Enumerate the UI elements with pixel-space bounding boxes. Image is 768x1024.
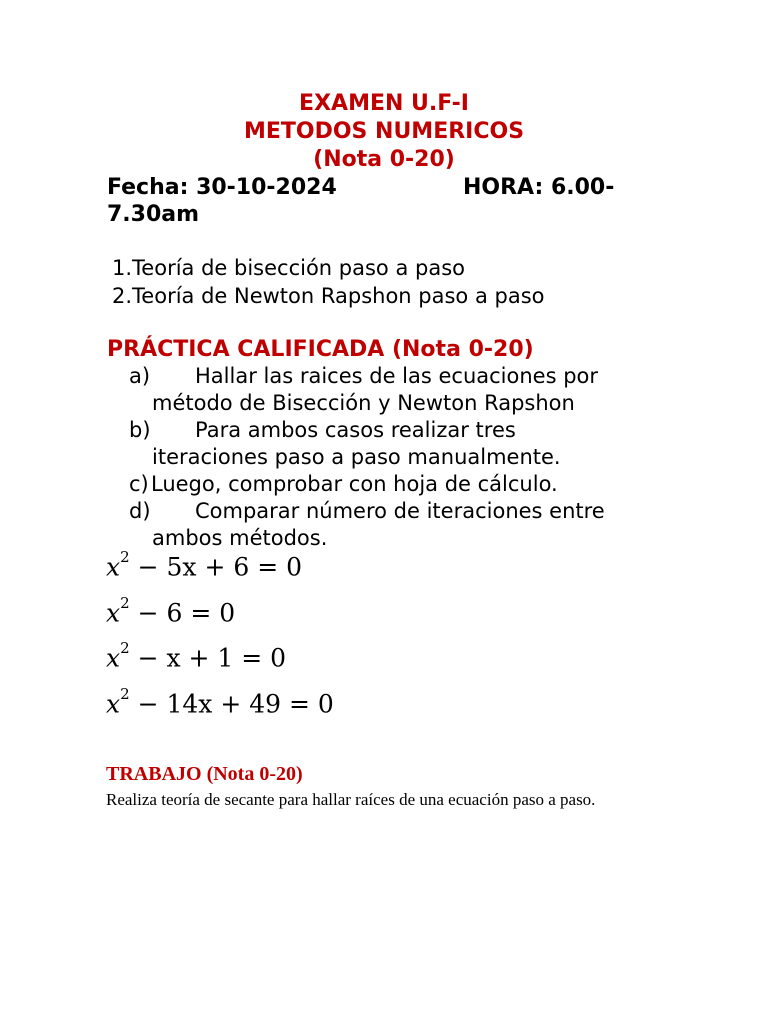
practice-text: Hallar las raices de las ecuaciones por (195, 364, 599, 388)
theory-item: 1.Teoría de bisección paso a paso (112, 256, 465, 280)
practice-text: Comparar número de iteraciones entre (195, 499, 605, 523)
practice-text-continued: ambos métodos. (152, 526, 328, 550)
practice-marker: a) (129, 364, 151, 388)
theory-item: 2.Teoría de Newton Rapshon paso a paso (112, 284, 545, 308)
equation-variable: x (106, 643, 121, 673)
practice-marker: b) (129, 418, 151, 442)
equation-rest: − 5x + 6 = 0 (129, 552, 302, 582)
equation-rest: − 14x + 49 = 0 (129, 689, 334, 719)
practice-item-a (129, 363, 605, 417)
assignment-text: Realiza teoría de secante para hallar raíces de una ecuación paso a paso. (106, 790, 596, 809)
exam-date: Fecha: 30-10-2024 (107, 175, 337, 200)
course-title: METODOS NUMERICOS (243, 119, 525, 144)
practice-text: Para ambos casos realizar tres (195, 418, 516, 442)
equation-rest: − 6 = 0 (129, 598, 236, 628)
equation-rest: − x + 1 = 0 (129, 643, 287, 673)
grade-range: (Nota 0-20) (313, 147, 455, 172)
equation-exponent: 2 (120, 685, 130, 703)
exam-title: EXAMEN U.F-I (299, 91, 469, 116)
equation-exponent: 2 (120, 639, 130, 657)
exam-time-continued: 7.30am (107, 202, 200, 227)
equation-exponent: 2 (120, 594, 130, 612)
exam-time: HORA: 6.00- (463, 175, 615, 200)
practice-item-b (129, 417, 605, 471)
practice-text-continued: iteraciones paso a paso manualmente. (152, 445, 561, 469)
equation-exponent: 2 (120, 548, 130, 566)
practice-item-c (129, 471, 605, 498)
equation-variable: x (106, 689, 121, 719)
theory-list (112, 254, 544, 310)
equation-4 (106, 685, 334, 719)
equation-1 (106, 548, 302, 582)
equation-3 (106, 639, 287, 673)
assignment-title: TRABAJO (Nota 0-20) (106, 763, 303, 785)
practice-marker: c) (129, 472, 149, 496)
practice-text-continued: método de Bisección y Newton Rapshon (152, 391, 575, 415)
exam-title-block (0, 90, 768, 174)
equation-2 (106, 594, 236, 628)
practice-text: Luego, comprobar con hoja de cálculo. (151, 472, 558, 496)
equation-variable: x (106, 552, 121, 582)
practice-marker: d) (129, 499, 151, 523)
practice-title: PRÁCTICA CALIFICADA (Nota 0-20) (107, 337, 534, 362)
practice-list (129, 363, 605, 552)
practice-item-d (129, 498, 605, 552)
equation-variable: x (106, 598, 121, 628)
